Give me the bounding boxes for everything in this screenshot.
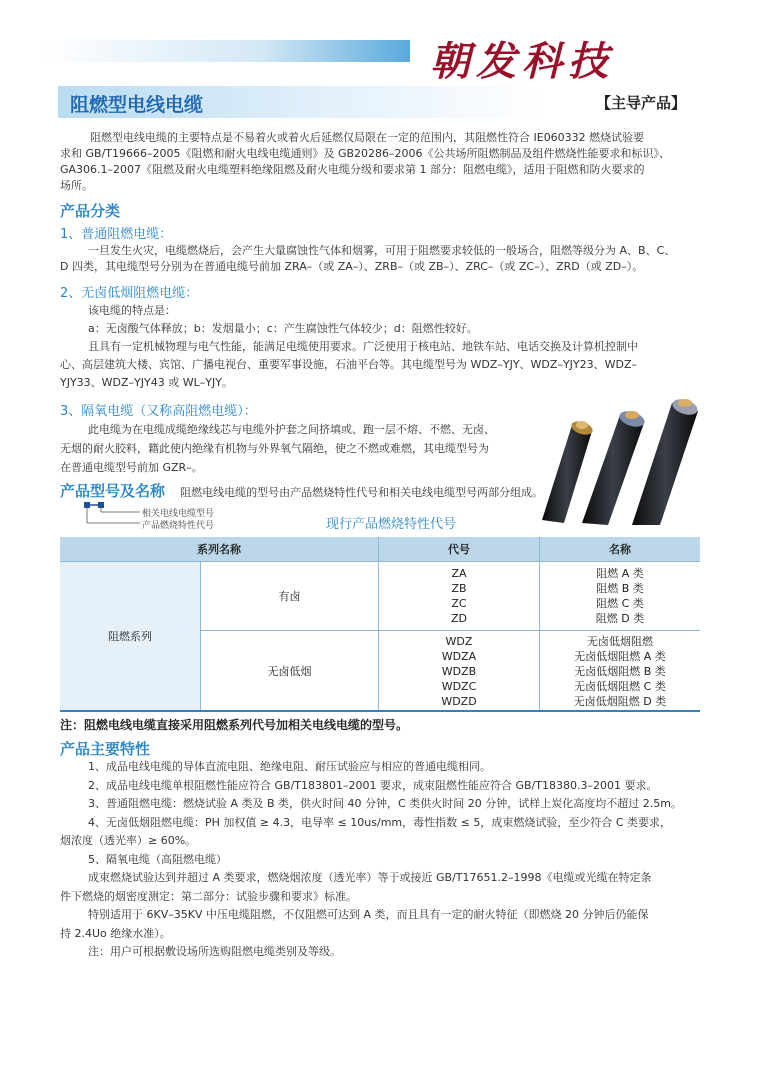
features-list: [60, 758, 720, 962]
code: ZC: [451, 597, 467, 610]
legend-line-2: 产品燃烧特性代号: [142, 521, 215, 531]
cat3-line: 无烟的耐火胶料，籍此使内绝缘有机物与外界氧气隔绝，使之不燃或难燃，其电缆型号为: [60, 442, 489, 455]
code: WDZA: [441, 649, 477, 663]
name: 无卤低烟阻燃 D 类: [573, 694, 667, 708]
model-heading: 产品型号及名称: [60, 482, 166, 500]
cat1-body: [60, 243, 720, 275]
cable-1: [542, 419, 594, 523]
code: WDZB: [441, 664, 477, 678]
cat2-line: a：无卤酸气体释放；b：发烟量小；c：产生腐蚀性气体较少；d：阻燃性较好。: [88, 322, 478, 335]
cable-3: [632, 396, 700, 525]
code: WDZD: [441, 694, 477, 708]
table-header: 名称: [540, 537, 701, 562]
cat2-body: [60, 302, 720, 392]
code: ZA: [451, 567, 467, 580]
section-heading-features: 产品主要特性: [60, 740, 151, 758]
feature-line: 烟浓度（透光率）≥ 60%。: [60, 834, 197, 847]
names-cell: [540, 631, 701, 712]
cat1-line: 一旦发生火灾，电缆燃烧后，会产生大量腐蚀性气体和烟雾，可用于阻燃要求较低的一般场合，阻燃等级分为 A、B、C、: [88, 244, 676, 257]
model-legend-diagram: [80, 500, 140, 530]
name: 阻燃 C 类: [596, 597, 644, 610]
name: 阻燃 B 类: [596, 582, 644, 595]
feature-line: 特别适用于 6KV–35KV 中压电缆阻燃，不仅阻燃可达到 A 类，而且具有一定的耐火特征（即燃烧 20 分钟后仍能保: [88, 908, 649, 921]
intro-line: 阻燃型电线电缆的主要特点是不易着火或着火后延燃仅局限在一定的范围内，其阻燃性符合 IE060332 燃烧试验要: [90, 131, 645, 144]
cat1-heading: 1、普通阻燃电缆：: [60, 227, 173, 242]
top-gradient-bar: [40, 40, 410, 62]
cat3-line: 此电缆为在电缆成缆绝缘线芯与电缆外护套之间挤填或、跑一层不熔、不燃、无卤、: [88, 423, 495, 436]
cat3-line: 在普通电缆型号前加 GZR–。: [60, 461, 203, 474]
model-row: [60, 480, 543, 501]
table-header: 系列名称: [60, 537, 379, 562]
codes-cell: [379, 562, 540, 631]
name: 阻燃 A 类: [596, 567, 644, 580]
group-cell: 有卤: [201, 562, 379, 631]
name: 无卤低烟阻燃 C 类: [574, 679, 666, 693]
codes-cell: [379, 631, 540, 712]
cat2-heading: 2、无卤低烟阻燃电缆：: [60, 286, 199, 301]
page-title: 阻燃型电线电缆: [70, 94, 204, 116]
table-row: [60, 562, 700, 631]
model-text: 阻燃电线电缆的型号由产品燃烧特性代号和相关电线电缆型号两部分组成。: [180, 486, 544, 499]
name: 无卤低烟阻燃: [587, 634, 653, 648]
product-tag: 【主导产品】: [596, 94, 687, 112]
feature-line: 3、普通阻燃电缆：燃烧试验 A 类及 B 类，供火时间 40 分钟，C 类供火时间 20 分钟，试样上炭化高度均不超过 2.5m。: [88, 797, 682, 810]
feature-line: 1、成品电线电缆的导体直流电阻、绝缘电阻、耐压试验应与相应的普通电缆相同。: [88, 760, 491, 773]
name: 阻燃 D 类: [595, 612, 645, 625]
group-cell: 无卤低烟: [201, 631, 379, 712]
cat3-heading: 3、隔氧电缆（又称高阻燃电缆）：: [60, 404, 257, 419]
series-cell: 阻燃系列: [60, 562, 201, 712]
cat3-body: [60, 420, 540, 477]
cat2-line: 且具有一定机械物理与电气性能，能满足电缆使用要求。广泛使用于核电站、地铁车站、电话交换及计算机控制中: [88, 340, 638, 353]
feature-line: 注：用户可根据敷设场所选购阻燃电缆类别及等级。: [88, 945, 341, 958]
feature-line: 持 2.4Uo 绝缘水准）。: [60, 926, 171, 940]
cable-2: [582, 408, 647, 525]
name: 无卤低烟阻燃 A 类: [574, 649, 666, 663]
intro-line: 场所。: [60, 179, 93, 192]
feature-line: 件下燃烧的烟密度测定：第二部分：试验步骤和要求》标准。: [60, 889, 357, 903]
code: ZB: [451, 582, 467, 595]
feature-line: 5、隔氧电缆（高阻燃电缆）: [88, 852, 227, 866]
cat2-line: 心、高层建筑大楼、宾馆、广播电视台、重要军事设施，石油平台等。其电缆型号为 WDZ–YJY、WDZ–YJY23、WDZ–: [60, 358, 638, 371]
code: ZD: [450, 612, 467, 625]
cat2-line: YJY33、WDZ–YJY43 或 WL–YJY。: [60, 376, 233, 389]
brand-logo: 朝发科技: [430, 38, 614, 85]
cat2-line: 该电缆的特点是：: [88, 304, 176, 317]
section-heading-category: 产品分类: [60, 202, 121, 220]
code: WDZ: [445, 634, 473, 648]
table-title: 现行产品燃烧特性代号: [326, 517, 457, 532]
intro-line: GA306.1–2007《阻燃及耐火电缆塑料绝缘阻燃及耐火电缆分级和要求第 1 部分：阻燃电缆》，适用于阻燃和防火要求的: [60, 163, 645, 176]
code: WDZC: [441, 679, 477, 693]
feature-line: 成束燃烧试验达到并超过 A 类要求，燃烧烟浓度（透光率）等于或接近 GB/T17651.2–1998《电缆或光缆在特定条: [88, 871, 652, 884]
table-header-row: [60, 537, 700, 562]
intro-paragraph: [60, 130, 710, 194]
table-bottom-rule: [60, 710, 700, 712]
cat1-line: D 四类，其电缆型号分别为在普通电缆号前加 ZRA–（或 ZA–）、ZRB–（或 ZB–）、ZRC–（或 ZC–）、ZRD（或 ZD–）。: [60, 260, 644, 273]
intro-line: 求和 GB/T19666–2005《阻燃和耐火电线电缆通则》及 GB20286–2006《公共场所阻燃制品及组件燃烧性能要求和标识》、: [60, 147, 671, 160]
cable-illustration: [540, 395, 700, 525]
names-cell: [540, 562, 701, 631]
legend-line-1: 相关电线电缆型号: [142, 509, 215, 519]
table-header: 代号: [379, 537, 540, 562]
table-note: 注：阻燃电线电缆直接采用阻燃系列代号加相关电线电缆的型号。: [60, 718, 409, 732]
feature-line: 4、无卤低烟阻燃电缆：PH 加权值 ≥ 4.3，电导率 ≤ 10us/mm，毒性指数 ≤ 5，成束燃烧试验，至少符合 C 类要求，: [88, 815, 672, 829]
feature-line: 2、成品电线电缆单根阻燃性能应符合 GB/T183801–2001 要求，成束阻燃性能应符合 GB/T18380.3–2001 要求。: [88, 778, 658, 792]
burning-code-table: [60, 537, 700, 712]
name: 无卤低烟阻燃 B 类: [574, 664, 666, 678]
